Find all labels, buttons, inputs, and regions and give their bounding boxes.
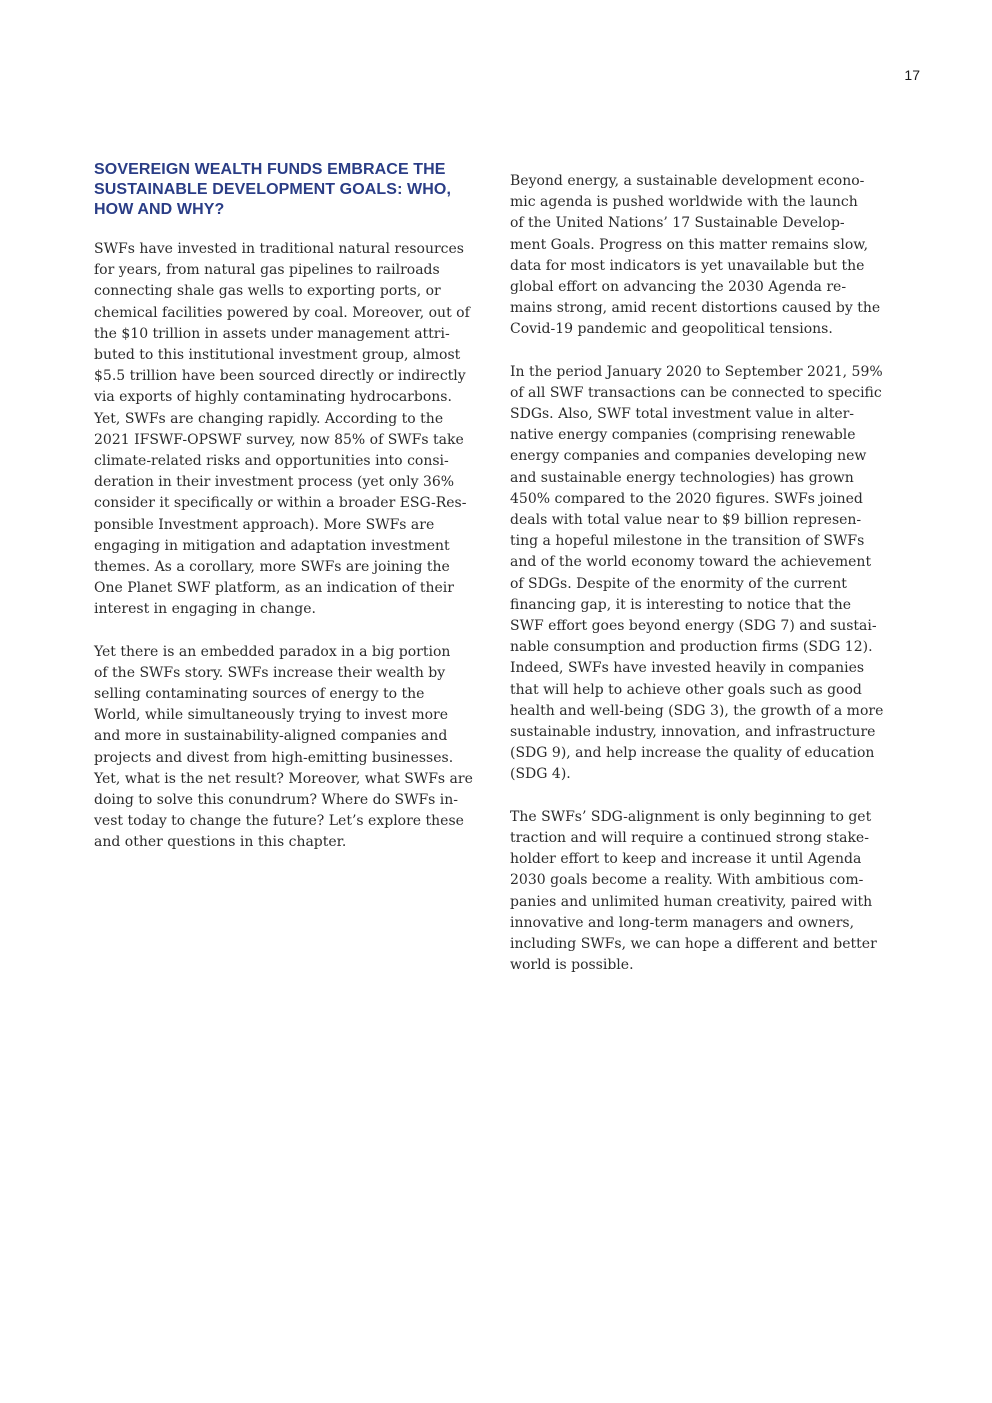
- paragraph-line: for years, from natural gas pipelines to railroads: [94, 262, 440, 279]
- paragraph: [510, 362, 900, 786]
- paragraph-line: climate-related risks and opportunities into consi-: [94, 453, 449, 470]
- paragraph: [510, 807, 900, 977]
- paragraph-line: data for most indicators is yet unavailable but the: [510, 257, 865, 274]
- paragraph-line: panies and unlimited human creativity, paired with: [510, 893, 873, 910]
- paragraph-line: (SDG 9), and help increase the quality of education: [510, 745, 875, 762]
- paragraph-line: World, while simultaneously trying to invest more: [94, 707, 449, 724]
- heading-line: HOW AND WHY?: [94, 201, 225, 218]
- paragraph-line: and more in sustainability-aligned companies and: [94, 728, 448, 745]
- paragraph-line: and other questions in this chapter.: [94, 834, 347, 851]
- paragraph-line: the $10 trillion in assets under management attri-: [94, 325, 450, 342]
- paragraph-line: $5.5 trillion have been sourced directly or indirectly: [94, 368, 466, 385]
- paragraph-line: nable consumption and production firms (SDG 12).: [510, 639, 873, 656]
- paragraph-line: via exports of highly contaminating hydrocarbons.: [94, 389, 452, 406]
- section-heading: [94, 160, 484, 220]
- paragraph-line: ment Goals. Progress on this matter remains slow,: [510, 236, 869, 253]
- paragraph-line: of the SWFs story. SWFs increase their wealth by: [94, 664, 446, 681]
- paragraph-line: and of the world economy toward the achievement: [510, 554, 872, 571]
- paragraph-line: 2021 IFSWF-OPSWF survey, now 85% of SWFs take: [94, 431, 464, 448]
- paragraph-line: doing to solve this conundrum? Where do SWFs in-: [94, 792, 459, 809]
- paragraph-line: Indeed, SWFs have invested heavily in companies: [510, 660, 865, 677]
- paragraph-line: SDGs. Also, SWF total investment value in alter-: [510, 406, 855, 423]
- paragraph-line: sustainable industry, innovation, and infrastructure: [510, 724, 876, 741]
- paragraph-line: consider it specifically or within a broader ESG-Res-: [94, 495, 467, 512]
- paragraph-line: native energy companies (comprising renewable: [510, 427, 856, 444]
- heading-line: SOVEREIGN WEALTH FUNDS EMBRACE THE: [94, 161, 446, 178]
- paragraph-line: that will help to achieve other goals such as good: [510, 681, 862, 698]
- paragraph-line: projects and divest from high-emitting businesses.: [94, 749, 454, 766]
- paragraph-line: Yet, what is the net result? Moreover, what SWFs are: [94, 770, 473, 787]
- paragraph: [510, 171, 900, 341]
- paragraph-line: deration in their investment process (yet only 36%: [94, 474, 455, 491]
- paragraph-line: (SDG 4).: [510, 766, 571, 783]
- paragraph-line: chemical facilities powered by coal. Moreover, out of: [94, 304, 470, 321]
- paragraph-line: financing gap, it is interesting to notice that the: [510, 596, 852, 613]
- paragraph-line: energy companies and companies developing new: [510, 448, 867, 465]
- paragraph: [94, 642, 484, 854]
- paragraph-line: Beyond energy, a sustainable development econo-: [510, 173, 865, 189]
- right-column: [510, 171, 900, 997]
- paragraph-line: ponsible Investment approach). More SWFs are: [94, 516, 435, 533]
- paragraph-line: mic agenda is pushed worldwide with the launch: [510, 194, 858, 211]
- paragraph-line: connecting shale gas wells to exporting ports, or: [94, 283, 441, 300]
- paragraph-line: including SWFs, we can hope a different and better: [510, 935, 877, 952]
- heading-line: SUSTAINABLE DEVELOPMENT GOALS: WHO,: [94, 181, 451, 198]
- paragraph-line: vest today to change the future? Let’s explore these: [94, 813, 464, 830]
- paragraph-line: SWFs have invested in traditional natural resources: [94, 241, 464, 257]
- paragraph-line: One Planet SWF platform, as an indication of their: [94, 580, 454, 597]
- paragraph-line: and sustainable energy technologies) has grown: [510, 469, 854, 486]
- left-column: [94, 160, 484, 875]
- paragraph-line: interest in engaging in change.: [94, 601, 316, 618]
- paragraph-line: Yet, SWFs are changing rapidly. According to the: [94, 410, 444, 427]
- paragraph-line: global effort on advancing the 2030 Agenda re-: [510, 279, 847, 296]
- paragraph-line: engaging in mitigation and adaptation investment: [94, 537, 450, 554]
- paragraph-line: deals with total value near to $9 billion represen-: [510, 512, 862, 529]
- paragraph-line: mains strong, amid recent distortions caused by the: [510, 300, 881, 317]
- paragraph-line: Yet there is an embedded paradox in a big portion: [94, 643, 451, 660]
- paragraph-line: traction and will require a continued strong stake-: [510, 829, 869, 846]
- paragraph-line: themes. As a corollary, more SWFs are joining the: [94, 559, 450, 576]
- page-number: 17: [904, 67, 920, 83]
- paragraph-line: of SDGs. Despite of the enormity of the current: [510, 575, 847, 592]
- paragraph-line: selling contaminating sources of energy to the: [94, 686, 425, 703]
- paragraph-line: The SWFs’ SDG-alignment is only beginning to get: [510, 808, 872, 825]
- paragraph-line: health and well-being (SDG 3), the growth of a more: [510, 702, 884, 719]
- paragraph-line: innovative and long-term managers and owners,: [510, 914, 855, 931]
- paragraph-line: buted to this institutional investment group, almost: [94, 347, 461, 364]
- paragraph-line: SWF effort goes beyond energy (SDG 7) and sustai-: [510, 618, 877, 635]
- paragraph-line: world is possible.: [510, 957, 634, 974]
- paragraph: [94, 239, 484, 621]
- paragraph-line: 450% compared to the 2020 figures. SWFs joined: [510, 490, 863, 507]
- paragraph-line: holder effort to keep and increase it until Agenda: [510, 851, 862, 868]
- paragraph-line: of the United Nations’ 17 Sustainable Develop-: [510, 215, 845, 232]
- paragraph-line: ting a hopeful milestone in the transition of SWFs: [510, 533, 865, 550]
- paragraph-line: of all SWF transactions can be connected to specific: [510, 384, 882, 401]
- paragraph-line: In the period January 2020 to September 2021, 59%: [510, 363, 883, 380]
- paragraph-line: 2030 goals become a reality. With ambitious com-: [510, 872, 864, 889]
- paragraph-line: Covid-19 pandemic and geopolitical tensions.: [510, 321, 833, 338]
